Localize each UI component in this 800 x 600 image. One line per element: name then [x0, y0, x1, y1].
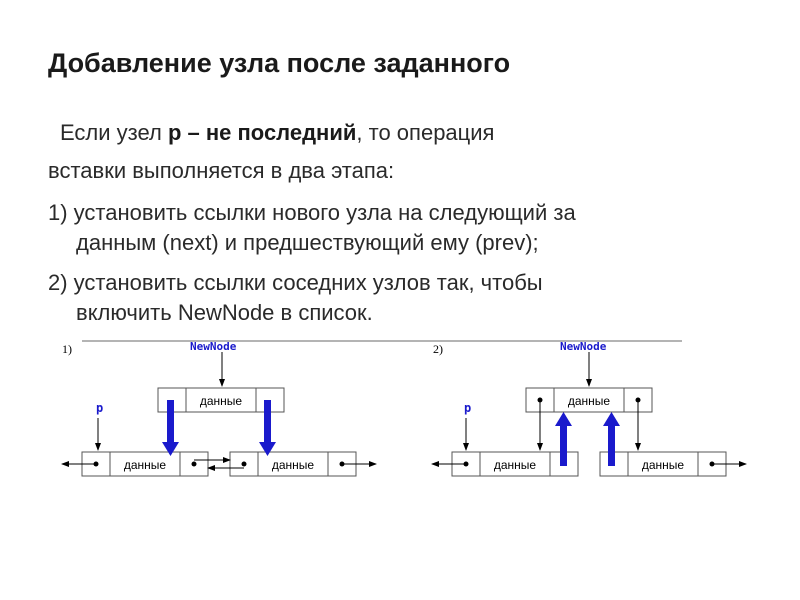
p-label-1: p — [96, 401, 104, 415]
step1-line-1: 1) установить ссылки нового узла на следующий за — [48, 200, 576, 225]
list-node-2a — [452, 452, 578, 476]
list-node-2a-data: данные — [493, 458, 537, 472]
list-node-1b — [230, 452, 356, 476]
intro-line-2: вставки выполняется в два этапа: — [48, 158, 395, 183]
intro-text-end: , то операция — [356, 120, 495, 145]
insertion-diagram — [0, 330, 800, 490]
step1-line-2: данным (next) и предшествующий ему (prev); — [76, 230, 539, 255]
list-node-1b-data: данные — [271, 458, 315, 472]
diagram-2-label: 2) — [433, 342, 443, 356]
slide-title: Добавление узла после заданного — [48, 48, 511, 78]
new-node-2-data: данные — [567, 394, 611, 408]
new-node-1-data: данные — [199, 394, 243, 408]
newnode-label-2: NewNode — [560, 340, 607, 353]
diagram-1-label: 1) — [62, 342, 72, 356]
p-label-2: p — [464, 401, 472, 415]
list-node-1a-data: данные — [123, 458, 167, 472]
step2-line-2: включить NewNode в список. — [76, 300, 373, 325]
list-node-2b-data: данные — [641, 458, 685, 472]
intro-text-start: Если узел — [60, 120, 168, 145]
list-node-2b — [600, 452, 726, 476]
new-node-2 — [526, 388, 652, 412]
intro-line — [60, 120, 494, 146]
step2-line-1: 2) установить ссылки соседних узлов так, чтобы — [48, 270, 543, 295]
intro-text-bold: p – не последний — [167, 120, 357, 145]
list-node-1a — [82, 452, 208, 476]
newnode-label-1: NewNode — [190, 340, 237, 353]
